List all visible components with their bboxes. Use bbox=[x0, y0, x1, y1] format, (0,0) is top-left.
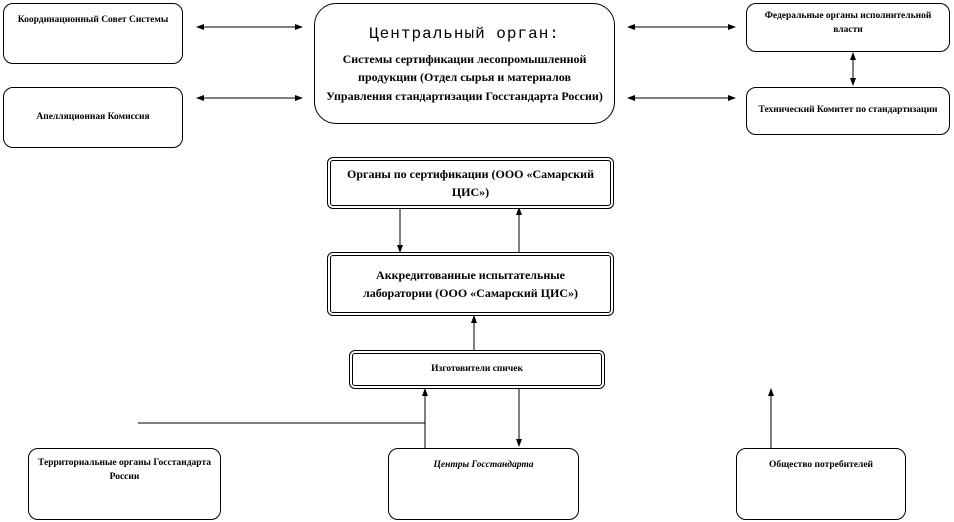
manufacturers-label: Изготовители спичек bbox=[431, 364, 523, 375]
coord-council-box bbox=[3, 3, 183, 64]
standard-centers-box bbox=[388, 448, 579, 520]
appeal-commission-label: Апелляционная Комиссия bbox=[36, 111, 150, 122]
test-labs-box bbox=[327, 252, 614, 316]
consumers-society-label: Общество потребителей bbox=[768, 460, 874, 470]
standard-centers-label: Центры Госстандарта bbox=[433, 460, 534, 470]
test-labs-label: Аккредитованные испытательные лаборатории (ООО «Самарский ЦИС») bbox=[362, 268, 578, 300]
cert-bodies-label: Органы по сертификации (ООО «Самарский ЦИС») bbox=[347, 167, 594, 199]
appeal-commission-box bbox=[3, 87, 183, 148]
federal-bodies-label: Федеральные органы исполнительной власти bbox=[764, 11, 932, 35]
manufacturers-box bbox=[349, 350, 605, 389]
cert-bodies-box bbox=[327, 157, 614, 209]
tech-committee-label: Технический Комитет по стандартизации bbox=[758, 105, 938, 116]
territorial-bodies-box bbox=[28, 448, 221, 520]
coord-council-label: Координационный Совет Системы bbox=[17, 15, 169, 25]
territorial-bodies-label: Территориальные органы Госстандарта России bbox=[38, 458, 211, 482]
tech-committee-box bbox=[746, 87, 950, 135]
central-title: Центральный орган: bbox=[369, 24, 560, 43]
central-body-box bbox=[314, 3, 615, 124]
central-body: Системы сертификации лесопромышленной продукции (Отдел сырья и материалов Управления стандартизации Госстандарта России) bbox=[326, 51, 603, 103]
consumers-society-box bbox=[736, 448, 906, 520]
federal-bodies-box bbox=[746, 3, 950, 52]
